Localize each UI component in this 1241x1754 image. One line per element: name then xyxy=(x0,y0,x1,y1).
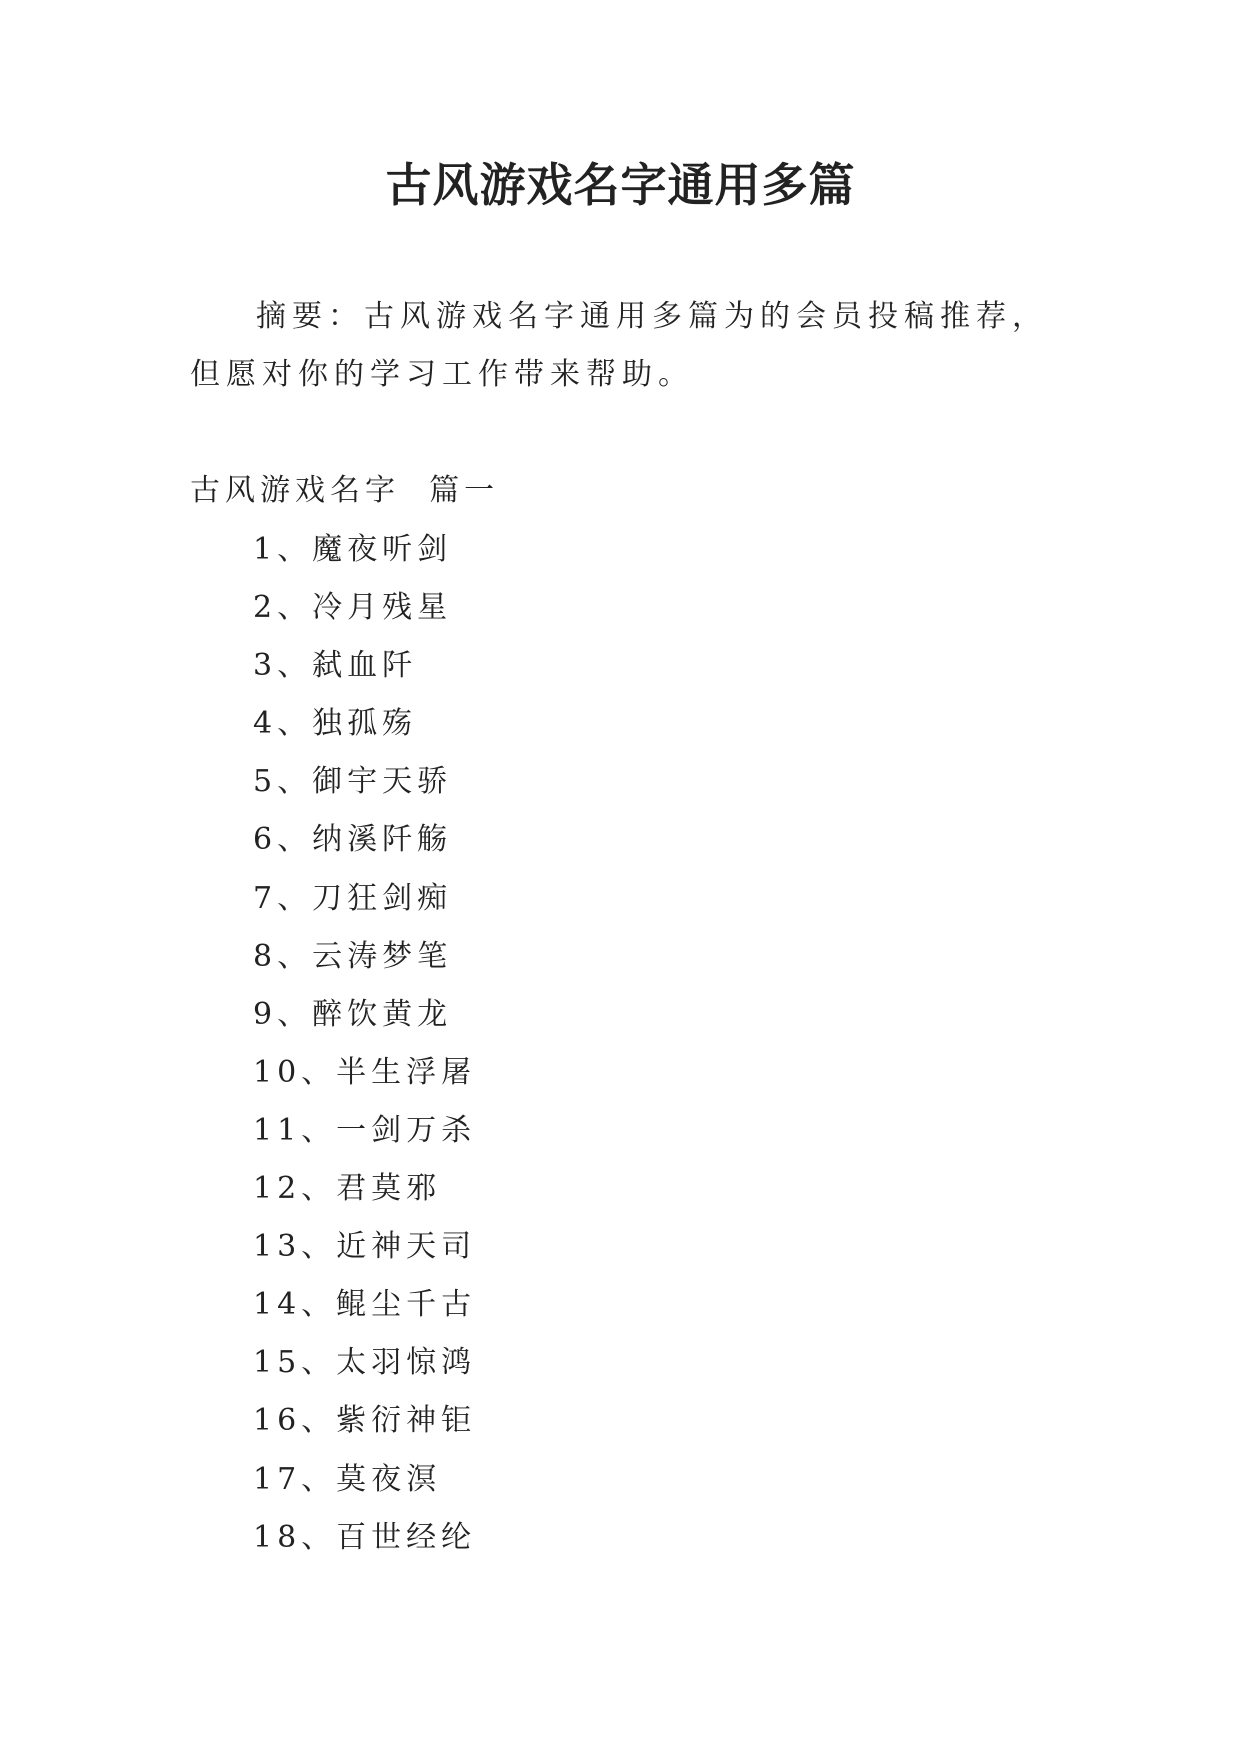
name-list xyxy=(253,521,476,1567)
list-item: 17、莫夜溟 xyxy=(253,1461,442,1497)
list-item: 8、云涛梦笔 xyxy=(253,938,453,974)
list-item: 15、太羽惊鸿 xyxy=(253,1345,477,1381)
list-item: 10、半生浮屠 xyxy=(253,1054,477,1090)
section-heading: 古风游戏名字 篇一 xyxy=(190,473,500,508)
list-item: 18、百世经纶 xyxy=(253,1519,477,1555)
list-item: 13、近神天司 xyxy=(253,1229,477,1265)
list-item: 9、醉饮黄龙 xyxy=(253,996,453,1032)
list-item: 14、鲲尘千古 xyxy=(253,1287,477,1323)
list-item: 7、刀狂剑痴 xyxy=(253,880,453,916)
list-item: 11、一剑万杀 xyxy=(253,1112,477,1148)
list-item: 2、冷月残星 xyxy=(253,590,453,626)
list-item: 6、纳溪阡觞 xyxy=(253,822,453,858)
abstract-paragraph: 摘要：古风游戏名字通用多篇为的会员投稿推荐，但愿对你的学习工作带来帮助。 xyxy=(190,299,1048,392)
document-title: 古风游戏名字通用多篇 xyxy=(385,158,856,212)
list-item: 16、紫衍神钜 xyxy=(253,1403,477,1439)
list-item: 4、独孤殇 xyxy=(253,706,418,742)
list-item: 3、弑血阡 xyxy=(253,648,418,684)
list-item: 12、君莫邪 xyxy=(253,1171,442,1207)
list-item: 1、魔夜听剑 xyxy=(253,532,453,567)
list-item: 5、御宇天骄 xyxy=(253,764,453,800)
